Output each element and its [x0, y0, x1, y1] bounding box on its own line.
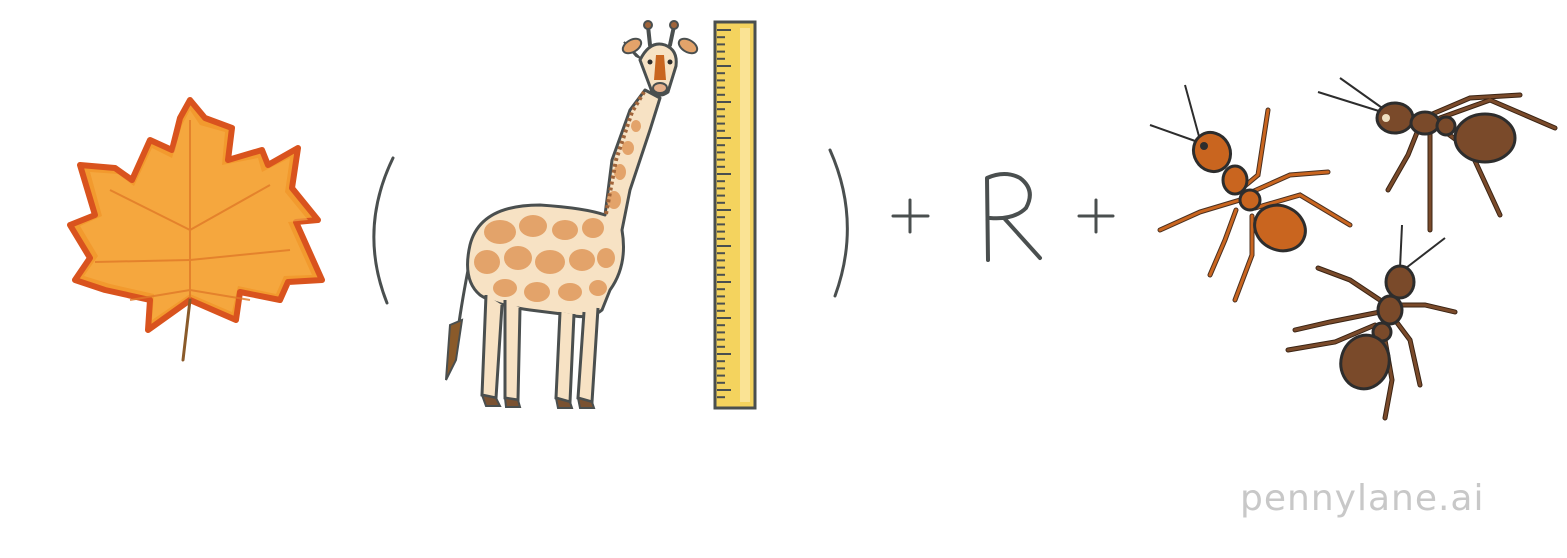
r-symbol — [987, 174, 1040, 260]
giraffe-icon — [446, 21, 700, 408]
plus-symbol-1 — [893, 200, 928, 232]
watermark-text: pennylane.ai — [1240, 478, 1485, 519]
brown-ant-icon-2 — [1288, 225, 1455, 418]
close-parenthesis-symbol — [830, 150, 847, 296]
open-parenthesis-symbol — [374, 158, 393, 303]
ruler-icon — [715, 22, 755, 408]
ants-icon — [1150, 78, 1555, 418]
brown-ant-icon-1 — [1318, 78, 1555, 230]
maple-leaf-icon — [70, 100, 322, 360]
plus-symbol-2 — [1079, 200, 1113, 232]
